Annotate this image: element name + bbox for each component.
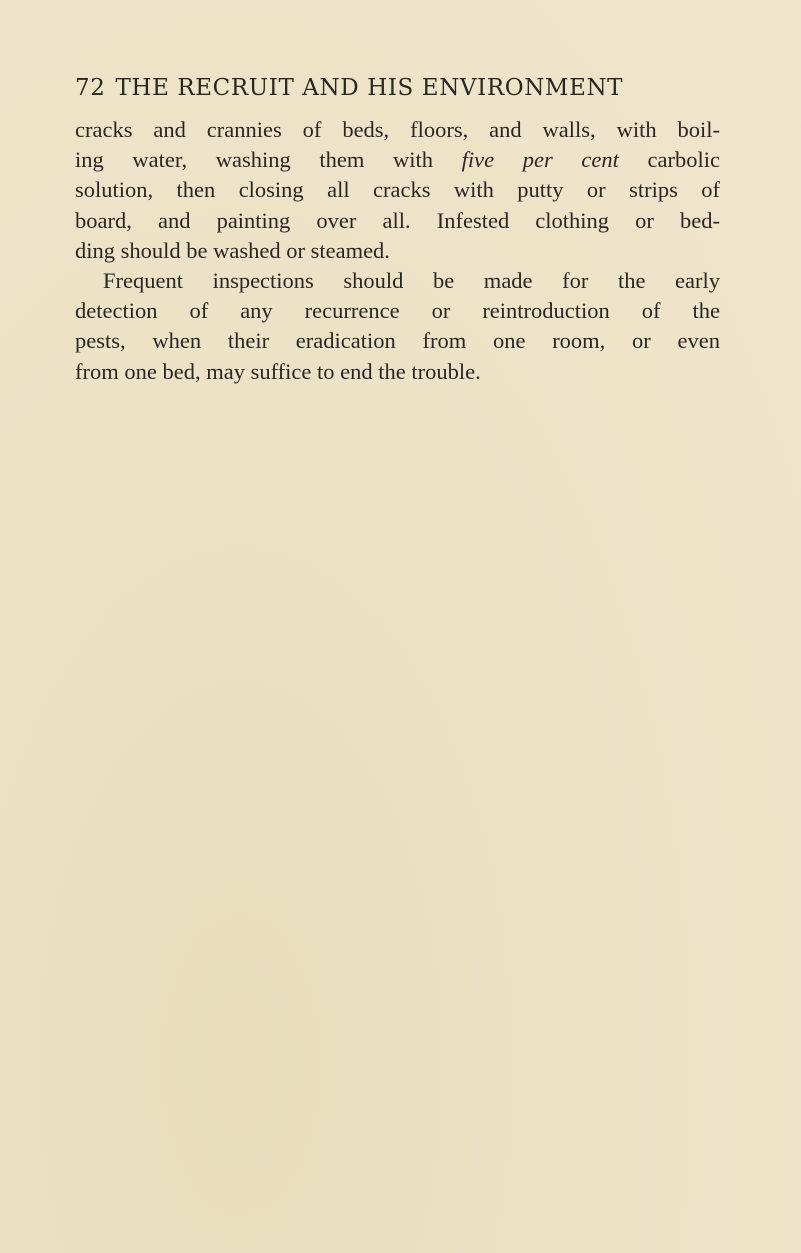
text-line: Frequent inspections should be made for the early: [103, 268, 720, 294]
running-head: [75, 74, 745, 102]
text-line: [75, 145, 720, 175]
text-line: ding should be washed or steamed.: [75, 237, 390, 263]
running-title: THE RECRUIT AND HIS ENVIRONMENT: [115, 75, 624, 101]
body-text: [75, 115, 720, 387]
text-line: board, and painting over all. Infested clothing or bed-: [75, 207, 720, 233]
text-line: solution, then closing all cracks with putty or strips of: [75, 177, 720, 203]
text-run: carbolic: [647, 147, 721, 173]
paragraph-1: [75, 115, 720, 266]
text-line: pests, when their eradication from one room, or even: [75, 328, 720, 354]
text-line: cracks and crannies of beds, floors, and walls, with boil-: [75, 117, 720, 142]
paragraph-2: [75, 266, 720, 387]
page-number: 72: [75, 75, 106, 101]
italic-phrase: five per cent: [461, 147, 619, 173]
text-line: detection of any recurrence or reintroduction of the: [75, 298, 720, 324]
text-line: from one bed, may suffice to end the trouble.: [75, 358, 481, 384]
text-run: ing water, washing them with: [75, 147, 433, 173]
